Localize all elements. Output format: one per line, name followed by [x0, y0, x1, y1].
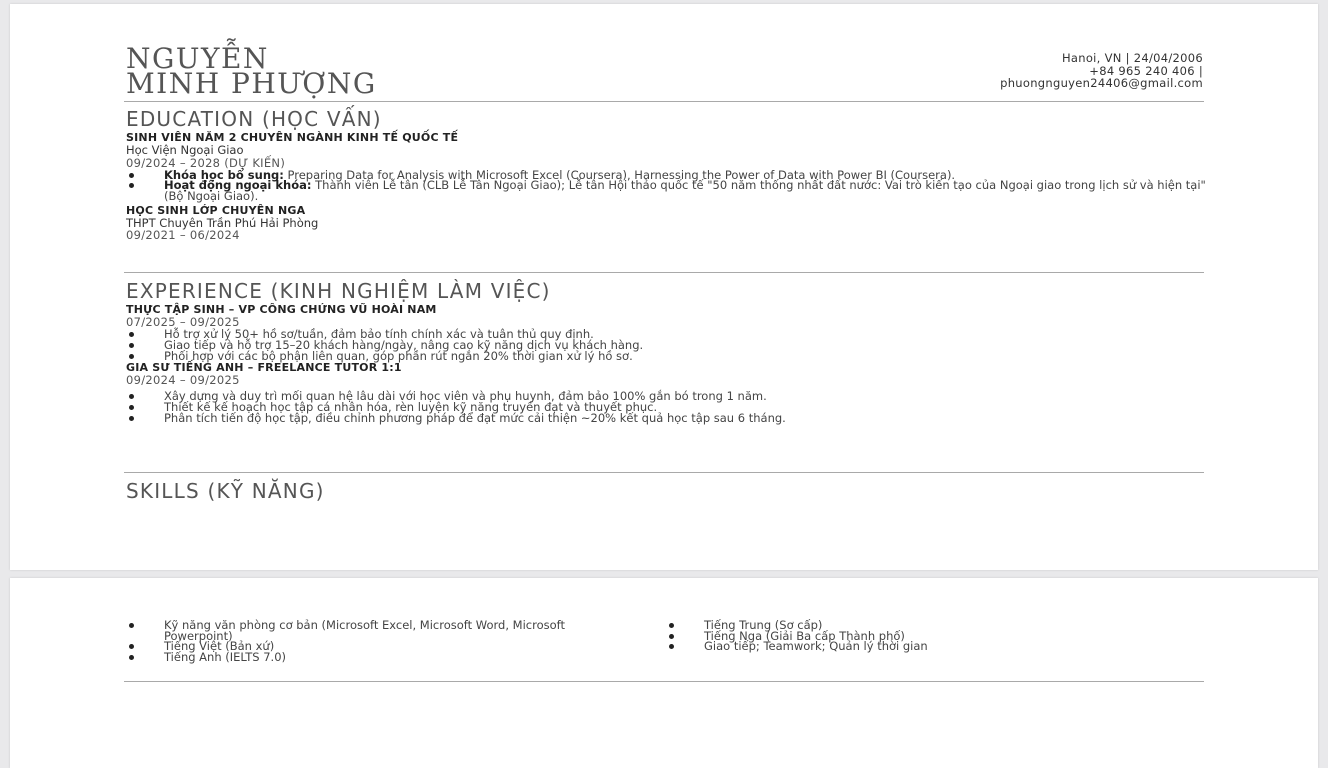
- list-item: Phân tích tiến độ học tập, điều chỉnh phương pháp để đạt mức cải thiện ~20% kết quả học tập sau 6 tháng.: [126, 413, 1206, 424]
- bullet-label: Khóa học bổ sung:: [164, 167, 284, 182]
- education-title: EDUCATION (HỌC VẤN): [126, 107, 382, 131]
- name-line-1: NGUYỄN: [126, 42, 269, 75]
- resume-page-1: [10, 4, 1318, 570]
- phone: +84 965 240 406 |: [1089, 63, 1203, 78]
- exp-2-role: GIA SƯ TIẾNG ANH – FREELANCE TUTOR 1:1: [126, 361, 402, 375]
- list-item: Tiếng Nga (Giải Ba cấp Thành phố): [666, 631, 1206, 642]
- list-item: Kỹ năng văn phòng cơ bản (Microsoft Excel, Microsoft Word, Microsoft Powerpoint): [126, 620, 619, 641]
- exp-1-role: THỰC TẬP SINH – VP CÔNG CHỨNG VŨ HOÀI NAM: [126, 303, 437, 316]
- bullet-text: Thành viên Lễ tân (CLB Lễ Tân Ngoại Giao); Lễ tân Hội thảo quốc tế "50 năm thống nhất đất nước: Vai trò kiến tạo của Ngoại giao trong lịch sử và hiện tại" (Bộ Ngoại Giao).: [164, 178, 1206, 204]
- list-item: Hỗ trợ xử lý 50+ hồ sơ/tuần, đảm bảo tính chính xác và tuân thủ quy định.: [126, 329, 1206, 340]
- candidate-name: [126, 42, 377, 100]
- list-item: Tiếng Việt (Bản xứ): [126, 641, 626, 652]
- divider: [124, 272, 1204, 273]
- edu-1-role: SINH VIÊN NĂM 2 CHUYÊN NGÀNH KINH TẾ QUỐC TẾ: [126, 131, 459, 144]
- skills-right-column: [666, 620, 1206, 652]
- bullet-text: Preparing Data for Analysis with Microsoft Excel (Coursera), Harnessing the Power of Data with Power BI (Coursera).: [283, 167, 956, 182]
- edu-1-org: Học Viện Ngoại Giao: [126, 143, 244, 157]
- list-item: Thiết kế kế hoạch học tập cá nhân hóa, rèn luyện kỹ năng truyền đạt và thuyết phục.: [126, 402, 1206, 413]
- education-section: [126, 108, 1206, 242]
- bullet-label: Hoạt động ngoại khóa:: [164, 178, 312, 193]
- list-item: Tiếng Trung (Sơ cấp): [666, 620, 1206, 631]
- list-item: Xây dựng và duy trì mối quan hệ lâu dài với học viên và phụ huynh, đảm bảo 100% gắn bó trong 1 năm.: [126, 391, 1206, 402]
- name-line-2: MINH PHƯỢNG: [126, 67, 377, 100]
- list-item: Tiếng Anh (IELTS 7.0): [126, 652, 626, 663]
- exp-1-dates: 07/2025 – 09/2025: [126, 315, 240, 329]
- edu-1-bullets: [126, 167, 1206, 204]
- list-item: Giao tiếp; Teamwork; Quản lý thời gian: [666, 641, 1206, 652]
- list-item: Giao tiếp và hỗ trợ 15–20 khách hàng/ngày, nâng cao kỹ năng dịch vụ khách hàng.: [126, 340, 1206, 351]
- divider: [124, 101, 1204, 102]
- divider: [124, 681, 1204, 682]
- list-item: [126, 180, 1206, 202]
- skills-title: SKILLS (KỸ NĂNG): [126, 479, 325, 503]
- exp-1-bullets: [126, 329, 1206, 361]
- exp-2-dates: 09/2024 – 09/2025: [126, 373, 240, 388]
- skills-section: [126, 480, 1206, 503]
- list-item: Phối hợp với các bộ phận liên quan, góp phần rút ngắn 20% thời gian xử lý hồ sơ.: [126, 351, 1206, 362]
- skills-right-list: [666, 620, 1206, 652]
- edu-2-dates: 09/2021 – 06/2024: [126, 228, 240, 243]
- email: phuongnguyen24406@gmail.com: [1000, 76, 1203, 90]
- location-dob: Hanoi, VN | 24/04/2006: [1061, 51, 1203, 65]
- experience-section: [126, 280, 1206, 424]
- edu-1-dates: 09/2024 – 2028 (DỰ KIẾN): [126, 155, 286, 170]
- edu-2-role: HỌC SINH LỚP CHUYÊN NGA: [126, 203, 306, 217]
- edu-2-org: THPT Chuyên Trần Phú Hải Phòng: [126, 215, 319, 230]
- divider: [124, 472, 1204, 473]
- experience-title: EXPERIENCE (KINH NGHIỆM LÀM VIỆC): [126, 279, 551, 303]
- resume-page-2: [10, 578, 1318, 768]
- contact-block: [1000, 52, 1203, 90]
- skills-left-list: [126, 620, 626, 662]
- exp-2-bullets: [126, 391, 1206, 423]
- skills-left-column: [126, 620, 626, 662]
